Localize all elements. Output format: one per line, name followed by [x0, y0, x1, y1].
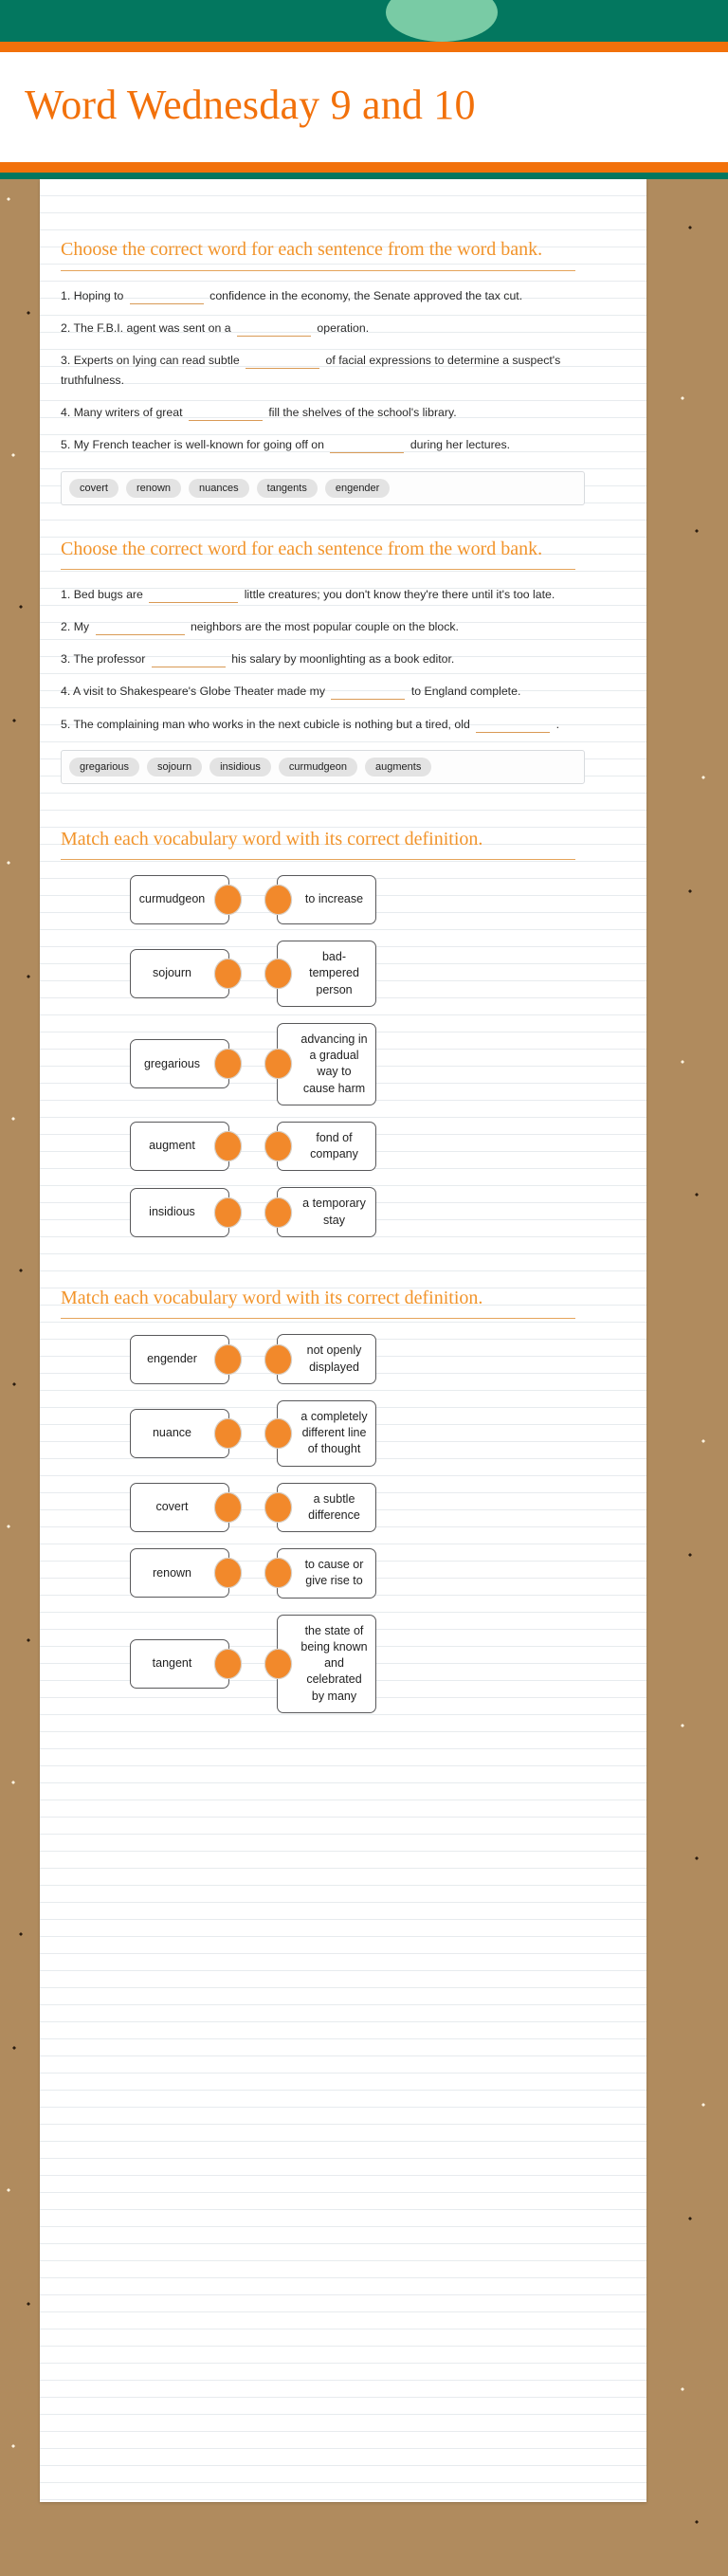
question-text-after: confidence in the economy, the Senate approved the tax cut.: [209, 288, 523, 302]
matching-list: [61, 875, 626, 1237]
match-connector-dot-icon[interactable]: [215, 1198, 241, 1227]
question-number: 2.: [61, 620, 71, 634]
lined-paper-sheet: [40, 179, 646, 2502]
match-definition-card[interactable]: [277, 1548, 376, 1599]
question-text-before: The F.B.I. agent was sent on a: [73, 320, 231, 335]
section-divider: [61, 270, 575, 271]
match-definition-label: advancing in a gradual way to cause harm: [300, 1032, 368, 1095]
question-text-after: little creatures; you don't know they're there until it's too late.: [244, 588, 555, 602]
matching-row: [61, 1122, 626, 1172]
match-word-label: tangent: [152, 1656, 192, 1670]
question-text-before: My: [73, 620, 90, 634]
match-connector-dot-icon[interactable]: [215, 1650, 241, 1678]
answer-blank[interactable]: [331, 699, 405, 700]
word-bank-chip[interactable]: augments: [365, 758, 431, 776]
word-bank-chip[interactable]: sojourn: [147, 758, 202, 776]
section-heading: Choose the correct word for each sentence from the word bank.: [61, 239, 543, 261]
header-teal-underline: [0, 173, 728, 179]
match-word-label: covert: [155, 1500, 189, 1514]
question-item: [61, 403, 577, 423]
match-connector-dot-icon[interactable]: [265, 1345, 291, 1374]
match-word-card[interactable]: [130, 1122, 229, 1171]
match-word-card[interactable]: [130, 1548, 229, 1598]
word-bank-chip[interactable]: nuances: [189, 479, 249, 498]
question-text-after: during her lectures.: [410, 438, 511, 452]
match-word-card[interactable]: [130, 1188, 229, 1237]
header-decorative-oval: [386, 0, 498, 42]
answer-blank[interactable]: [237, 336, 311, 337]
match-definition-label: to cause or give rise to: [304, 1558, 364, 1588]
answer-blank[interactable]: [130, 303, 204, 304]
match-definition-card[interactable]: [277, 941, 376, 1007]
matching-row: [61, 1548, 626, 1599]
match-definition-card[interactable]: [277, 1483, 376, 1533]
answer-blank[interactable]: [96, 634, 185, 635]
question-item: [61, 682, 577, 702]
section-divider: [61, 569, 575, 570]
match-connector-dot-icon[interactable]: [265, 1419, 291, 1448]
matching-row: [61, 1400, 626, 1467]
question-item: [61, 649, 577, 669]
question-text-before: The professor: [73, 652, 146, 667]
question-text-after: of facial expressions to determine a suspect's truthfulness.: [61, 354, 561, 388]
matching-row: [61, 1023, 626, 1105]
match-definition-label: bad-tempered person: [309, 950, 359, 996]
question-number: 1.: [61, 288, 71, 302]
match-connector-dot-icon[interactable]: [265, 886, 291, 914]
match-definition-label: the state of being known and celebrated by many: [300, 1623, 368, 1703]
title-strip: [0, 52, 728, 162]
question-text-before: The complaining man who works in the next cubicle is nothing but a tired, old: [73, 717, 470, 731]
header-teal-band: [0, 0, 728, 42]
question-text-before: Hoping to: [73, 288, 124, 302]
question-text-after: operation.: [317, 320, 370, 335]
section-matching-1: [40, 828, 646, 1237]
question-number: 3.: [61, 652, 71, 667]
answer-blank[interactable]: [330, 452, 404, 453]
match-connector-dot-icon[interactable]: [265, 1050, 291, 1078]
question-text-after: .: [555, 717, 560, 731]
match-connector-dot-icon[interactable]: [265, 1493, 291, 1522]
question-number: 5.: [61, 438, 71, 452]
matching-row: [61, 1483, 626, 1533]
matching-row: [61, 1187, 626, 1237]
section-fill-in-2: [40, 538, 646, 784]
match-word-card[interactable]: [130, 1039, 229, 1088]
section-heading: Match each vocabulary word with its correct definition.: [61, 1287, 483, 1308]
header-bottom-orange-bar: [0, 162, 728, 173]
question-number: 3.: [61, 354, 71, 368]
section-matching-2: [40, 1287, 646, 1713]
word-bank-chip[interactable]: engender: [325, 479, 391, 498]
question-item: [61, 585, 577, 605]
match-connector-dot-icon[interactable]: [215, 1419, 241, 1448]
match-definition-card[interactable]: [277, 875, 376, 924]
question-text-after: to England complete.: [410, 685, 521, 699]
answer-blank[interactable]: [476, 732, 550, 733]
match-definition-label: to increase: [304, 892, 364, 906]
page-title: Word Wednesday 9 and 10: [25, 82, 476, 128]
section-fill-in-1: [40, 208, 646, 504]
word-bank: [61, 750, 585, 784]
match-definition-card[interactable]: [277, 1615, 376, 1713]
match-connector-dot-icon[interactable]: [265, 1650, 291, 1678]
question-text-before: My French teacher is well-known for going off on: [73, 438, 324, 452]
section-divider: [61, 1318, 575, 1319]
question-item: [61, 286, 577, 306]
match-word-label: engender: [147, 1351, 197, 1365]
word-bank-chip[interactable]: insidious: [209, 758, 271, 776]
section-divider: [61, 859, 575, 860]
question-number: 2.: [61, 320, 71, 335]
match-word-label: gregarious: [143, 1056, 201, 1070]
question-item: [61, 715, 577, 735]
question-text-before: Experts on lying can read subtle: [73, 354, 240, 368]
answer-blank[interactable]: [189, 420, 263, 421]
match-connector-dot-icon[interactable]: [265, 1198, 291, 1227]
match-definition-card[interactable]: [277, 1187, 376, 1237]
question-text-before: Many writers of great: [73, 406, 183, 420]
matching-row: [61, 1615, 626, 1713]
match-word-label: renown: [153, 1565, 191, 1580]
match-connector-dot-icon[interactable]: [215, 1559, 241, 1587]
matching-row: [61, 1334, 626, 1384]
match-definition-label: fond of company: [310, 1130, 358, 1161]
question-number: 4.: [61, 406, 71, 420]
match-connector-dot-icon[interactable]: [265, 1559, 291, 1587]
matching-list: [61, 1334, 626, 1713]
match-connector-dot-icon[interactable]: [215, 1050, 241, 1078]
match-connector-dot-icon[interactable]: [215, 1132, 241, 1160]
match-word-label: augment: [149, 1139, 195, 1153]
word-bank: [61, 471, 585, 505]
match-word-card[interactable]: [130, 875, 229, 924]
match-definition-card[interactable]: [277, 1334, 376, 1384]
match-connector-dot-icon[interactable]: [215, 1493, 241, 1522]
question-number: 4.: [61, 685, 71, 699]
word-bank-chip[interactable]: tangents: [257, 479, 318, 498]
header-top-orange-bar: [0, 42, 728, 52]
matching-row: [61, 875, 626, 924]
question-item: [61, 351, 577, 391]
match-definition-label: a completely different line of thought: [300, 1409, 368, 1456]
question-text-after: fill the shelves of the school's library.: [268, 406, 457, 420]
match-connector-dot-icon[interactable]: [215, 959, 241, 988]
match-definition-card[interactable]: [277, 1023, 376, 1105]
question-number: 1.: [61, 588, 71, 602]
match-word-card[interactable]: [130, 1639, 229, 1689]
section-heading: Choose the correct word for each sentence from the word bank.: [61, 538, 543, 559]
match-definition-label: a subtle difference: [308, 1491, 360, 1522]
answer-blank[interactable]: [246, 368, 319, 369]
match-word-card[interactable]: [130, 949, 229, 998]
answer-blank[interactable]: [149, 602, 238, 603]
question-item: [61, 617, 577, 637]
section-heading: Match each vocabulary word with its correct definition.: [61, 828, 483, 850]
match-connector-dot-icon[interactable]: [215, 886, 241, 914]
match-connector-dot-icon[interactable]: [265, 1132, 291, 1160]
question-item: [61, 319, 577, 338]
match-definition-label: not openly displayed: [306, 1343, 362, 1374]
question-text-after: neighbors are the most popular couple on the block.: [190, 620, 459, 634]
question-item: [61, 435, 577, 455]
match-word-label: sojourn: [153, 966, 191, 980]
question-number: 5.: [61, 717, 71, 731]
match-definition-card[interactable]: [277, 1122, 376, 1172]
word-bank-chip[interactable]: gregarious: [69, 758, 139, 776]
question-text-before: Bed bugs are: [73, 588, 143, 602]
match-word-label: insidious: [149, 1204, 195, 1218]
word-bank-chip[interactable]: renown: [126, 479, 181, 498]
match-connector-dot-icon[interactable]: [215, 1345, 241, 1374]
word-bank-chip[interactable]: curmudgeon: [279, 758, 357, 776]
match-definition-label: a temporary stay: [302, 1197, 366, 1227]
match-connector-dot-icon[interactable]: [265, 959, 291, 988]
question-text-after: his salary by moonlighting as a book editor.: [231, 652, 455, 667]
question-text-before: A visit to Shakespeare's Globe Theater made my: [73, 685, 325, 699]
match-word-card[interactable]: [130, 1483, 229, 1532]
matching-row: [61, 941, 626, 1007]
match-word-label: curmudgeon: [138, 892, 206, 906]
word-bank-chip[interactable]: covert: [69, 479, 118, 498]
match-word-card[interactable]: [130, 1409, 229, 1458]
match-definition-card[interactable]: [277, 1400, 376, 1467]
match-word-card[interactable]: [130, 1335, 229, 1384]
match-word-label: nuance: [152, 1426, 191, 1439]
